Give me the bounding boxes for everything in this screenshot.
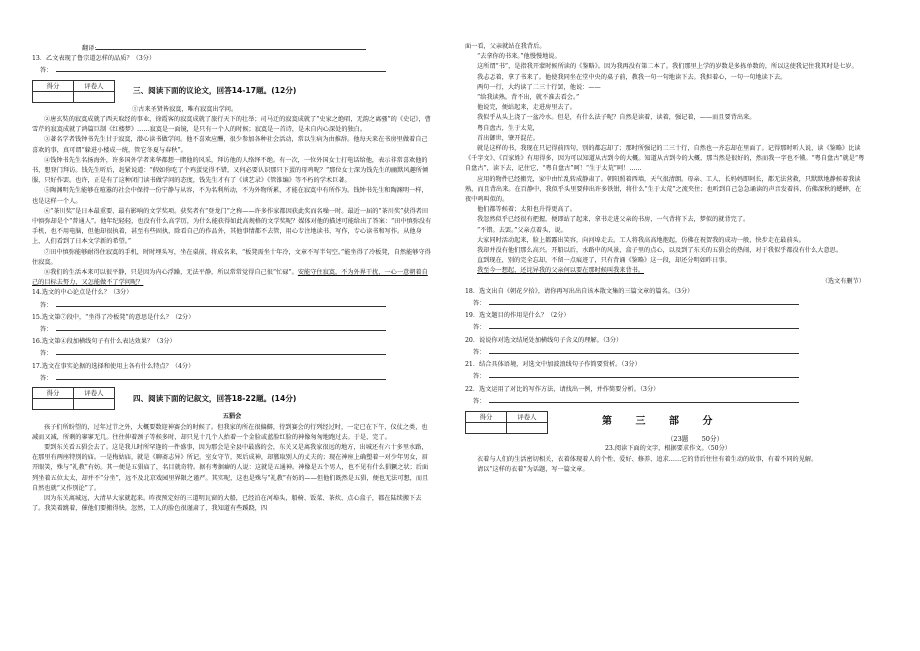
answer-21[interactable]: 答： [473, 370, 865, 382]
paragraph: ④钱钟书先生名扬海外，许多国外学者来华都想一睹他的风采，拜访他的人络绎不绝。有一次，一位外国女士打电话给他，表示非常喜欢他的书，想登门拜访。钱先生听后，赶紧说道：“假如你吃了个鸡蛋觉得不错，又何必要认识那只下蛋的母鸡呢？”那位女士深为钱先生的幽默风趣所倾服，只好作罢。也许，正是有了这种闭门读书做学问的态度，钱先生才有了《谈艺录》《管锥编》等不朽的学术巨著。 [32, 156, 429, 185]
paragraph: 我忐忑着，拿了书来了。他使我同坐在堂中央的桌子前，教我一句一句地读下去。我担着心，一句一句地读下去。 [477, 73, 787, 81]
paragraph: 这所谓“书”，是指我开蒙时候所读的《鉴略》。因为我再没有第二本了。我们那里上学的岁数是多拣单数的，所以这使我记住我其时是七岁。 [477, 63, 858, 71]
paragraph: ⑧我们的生活本来可以很平静，只是因为内心浮躁，无法平静，所以常常觉得自己很“忙碌”。安能守住寂寞，不为外界干扰，一心一意朝着自己的目标去努力，又怎能做不了学问呢？ [32, 269, 428, 287]
paragraph: 直到现在，别的完全忘却，不留一点痕迹了，只有背诵《鉴略》这一段，却还分明如昨日事。 [477, 257, 731, 265]
question-20: 20．说说你对选文结尾处加横线句子含义的理解。（3分） [465, 336, 623, 344]
right-column [465, 42, 865, 475]
paragraph: 面一看，父亲就站在我背后。 [465, 43, 546, 50]
paragraph: ⑥“茶川奖”是日本最重要、最有影响的文学奖项。获奖者有“登龙门”之称——许多作家都因获此奖而名噪一时。最近一届的“茶川奖”获得者田中慎弥却是个“普通人”。他年纪轻轻，也没有什么高学历，为什么能获得如此高规格的文学奖呢？媒体对他的描述可能给出了答案：“田中慎弥没有手机，也不用电脑，但他却很执着，甚至有些固执，除看自己的作品外，其他事情都不去管，用心专注地读书、写作，专心读书和写作。从他身上，人们看到了日本文学新的希望。” [32, 207, 432, 246]
answer-15[interactable]: 答： [40, 323, 432, 335]
answer-16[interactable]: 答： [40, 347, 432, 359]
question-17: 17.选文在事实论据的选择和使用上各有什么特点？（4分） [32, 362, 195, 370]
question-14: 14.选文的中心论点是什么？（3分） [32, 289, 133, 297]
score-box: 得分 评卷人 [465, 411, 548, 434]
section-3-title: 三、阅读下面的议论文，回答14-17题。(12分) [133, 86, 297, 96]
paragraph: ①古来圣贤皆寂寞，唯有寂寞出学问。 [132, 105, 238, 113]
answer-18[interactable]: 答： [473, 297, 865, 309]
question-18: 18．选文出自《朝花夕拾》，请你再写出出自该本散文集的三篇文章的篇名。（3分） [465, 287, 694, 295]
paragraph: 两句一行，大约读了二三十行罢，他说：—— [477, 83, 601, 91]
paragraph: 要到东关看五猖会去了。这是我儿时所罕逢的一件盛事，因为那会是全县中最盛的会，东关又是离我家很远的地方，出城还有六十多里水路，在那里有两座特别的庙。一是梅姑庙，就是《聊斋志异》所记，室女守节，死后成神，却篡取别人的丈夫的；现在神座上确塑着一对少年男女，眉开眼笑，殊与“礼教”有妨。其一便是五猖庙了，名目就奇特。据有考据癖的人说：这就是五通神。神像是五个男人，也不见有什么猖獗之状；后面列坐着五位太太，却并不“分坐”，远不及北京戏园里界限之谨严。其实呢，这也是殊与“礼教”有妨的——但他们既然是五猖，便也无法可想，而且自然也就“又作别论”了。 [32, 443, 429, 492]
paragraph: ②唐玄奘的寂寞成就了西天取经的事业，徐霞客的寂寞成就了旅行天下的壮举；司马迁的寂寞成就了“史家之绝唱，无韵之离骚”的《史记》，曹雪芹的寂寞成就了鸿篇巨制《红楼梦》……寂寞是一面镜，是只有一个人的时候；寂寞是一首诗，是未自内心深处的独白。 [32, 116, 431, 134]
section-4-title: 四、阅读下面的记叙文，回答18-22题。(14分) [133, 393, 297, 403]
left-column [32, 42, 432, 514]
section-3-header [32, 80, 432, 103]
question-21: 21．结合具体语境，对选文中加波浪线句子作简要赏析。（3分） [465, 361, 641, 369]
question-15: 15.选文第⑦段中，“坐得了冷板凳”的意思是什么？（2分） [32, 313, 195, 321]
composition-topic: 请以“这样的衣着”为话题，写一篇文章。 [477, 465, 589, 473]
part-3-title: 第 三 部 分 [602, 416, 723, 428]
paragraph: “不错。去罢。”父亲点着头，说。 [477, 226, 567, 234]
paragraph: 他说完，便站起来，走进房里去了。 [477, 104, 576, 112]
question-22: 22．选文运用了对比的写作方法，请找出一例，并作简要分析。（3分） [465, 385, 660, 393]
source-note: （选文有删节） [821, 277, 865, 285]
answer-17[interactable]: 答： [40, 372, 432, 384]
translate-line: 翻译: [82, 42, 432, 54]
section-4-header [32, 387, 432, 410]
underlined-paragraph: 我至今一想起，还诧异我的父亲何以要在那时候叫我来背书。 [477, 267, 645, 275]
answer-20[interactable]: 答： [473, 346, 865, 358]
question-13: 13．乙文表现了鲁宗道怎样的品质？（3分） [32, 55, 156, 63]
paragraph: 我却并没有他们那么高兴。开船以后，水路中的风景，盒子里的点心，以及到了东关的五猖会的热闹，对于我似乎都没有什么大意思。 [477, 247, 843, 255]
answer-22[interactable]: 答： [473, 395, 865, 407]
paragraph: 因为东关离城远，大清早大家就起来。昨夜预定好的三道明瓦窗的大船，已经泊在河埠头，船椅、饭菜、茶炊、点心盒子，都在陆续搬下去了。我笑着跳着，催他们要搬得快。忽然，工人的脸色很谨肃了，我知道有些蹊跷，四 [32, 494, 422, 513]
part-3-subtitle: （23题 50分） [666, 435, 724, 444]
paragraph: ⑦田中慎弥能够耐得住寂寞的手机，时时埋头写，坐在桌前，将成名来，“板凳需坐十年冷，文章不写半句空。”能坐得了冷板凳，自然能够守得住寂寞。 [32, 248, 431, 266]
question-19: 19．选文题目的作用是什么？（2分） [465, 312, 570, 320]
score-box: 得分 评卷人 [32, 80, 115, 103]
paragraph: 我似乎从头上浇了一盆冷水。但是，有什么法子呢？自然是读着，读着，强记着，——而且要背出来。 [477, 114, 756, 122]
paragraph: ③著名学者钱钟书先生甘于寂寞，潜心读书做学问。他不喜欢应酬，很少参加各种社会活动，常以生病为由推辞。他每天来在书房里做着自己喜欢的事，真可谓“躲进小楼成一统，管它冬夏与春秋”。 [32, 136, 428, 154]
paragraph: “给我读熟。背不出，就不准去看会。” [477, 94, 580, 102]
composition-prompt: 衣着与人们的生活密切相关，衣着体现着人的个性、爱好、修养、追求……它的背后往往有着生动的故事，有着不同的见解。 [477, 455, 818, 463]
paragraph: 他们都等候着；太阳也升得更高了。 [477, 206, 576, 214]
question-23: 23.阅读下面的文字，根据要求作文。（50分） [605, 445, 731, 453]
answer-19[interactable]: 答： [473, 321, 865, 333]
paragraph: ⑤陶渊明先生能够在喧嚣的社会中保持一份宁静与从容，不为名利所动，不为外物所累，才能在寂寞中有所作为。钱钟书先生和陶渊明一样，也是这样一个人。 [32, 187, 428, 205]
paragraph: 应用的物件已经搬完，家中由忙乱转成静肃了。朝阳照着西墙，天气很清朗。母亲、工人、长妈妈即阿长，都无法营救，只默默地静候着我读熟，而且背出来。在百静中，我似乎头里要伸出许多铁钳，将什么“生于太荒”之流夹住；也听到自己急急诵读的声音发着抖，仿佛深秋的蟋蟀，在夜中鸣叫似的。 [465, 175, 862, 204]
paragraph: “去拿你的书来。”他慢慢地说。 [477, 53, 561, 61]
paragraph: 首出御世，肇开混茫。 [477, 134, 539, 142]
paragraph: 大家同时活动起来，脸上都露出笑容，向河埠走去。工人将我高高地抱起，仿佛在祝贺我的成功一般，快步走在最前头。 [477, 236, 805, 244]
paragraph: 我忽然似乎已经很有把握，便即站了起来，拿书走进父亲的书房，一气背将下去，梦似的就背完了。 [477, 216, 750, 224]
answer-14[interactable]: 答： [40, 299, 432, 311]
paragraph: 就是这样的书，我现在只记得前四句，别的都忘却了；那时所强记的二三十行，自然也一齐忘却在里面了。记得那时听人说，读《鉴略》比读《千字文》、《百家姓》有用得多，因为可以知道从古到今的大概。知道从古到今的大概，那当然是很好的，然而我一字也不懂。“粤自盘古”就是“粤自盘古”，读下去，记住它，“粤自盘古”呵！“生于太荒”呵！…… [465, 145, 865, 173]
paragraph: 孩子们所盼望的，过年过节之外，大概要数迎神赛会的时候了。但我家的所在很偏僻，待到赛会的行列经过时，一定已在下午，仪仗之类，也减而又减，所剩的寥寥无几。往往伸着颈子等候多时，却只见十几个人抬着一个金脸或蓝脸红脸的神像匆匆地跑过去。于是，完了。 [32, 423, 428, 441]
score-box: 得分 评卷人 [32, 387, 115, 410]
part-3-header [465, 411, 865, 434]
paragraph: 粤自盘古，生于太荒， [477, 124, 539, 132]
story-title: 五猖会 [222, 413, 242, 421]
answer-13[interactable]: 答： [40, 64, 432, 76]
question-16: 16.选文第④段加横线句子有什么表达效果？（3分） [32, 338, 176, 346]
